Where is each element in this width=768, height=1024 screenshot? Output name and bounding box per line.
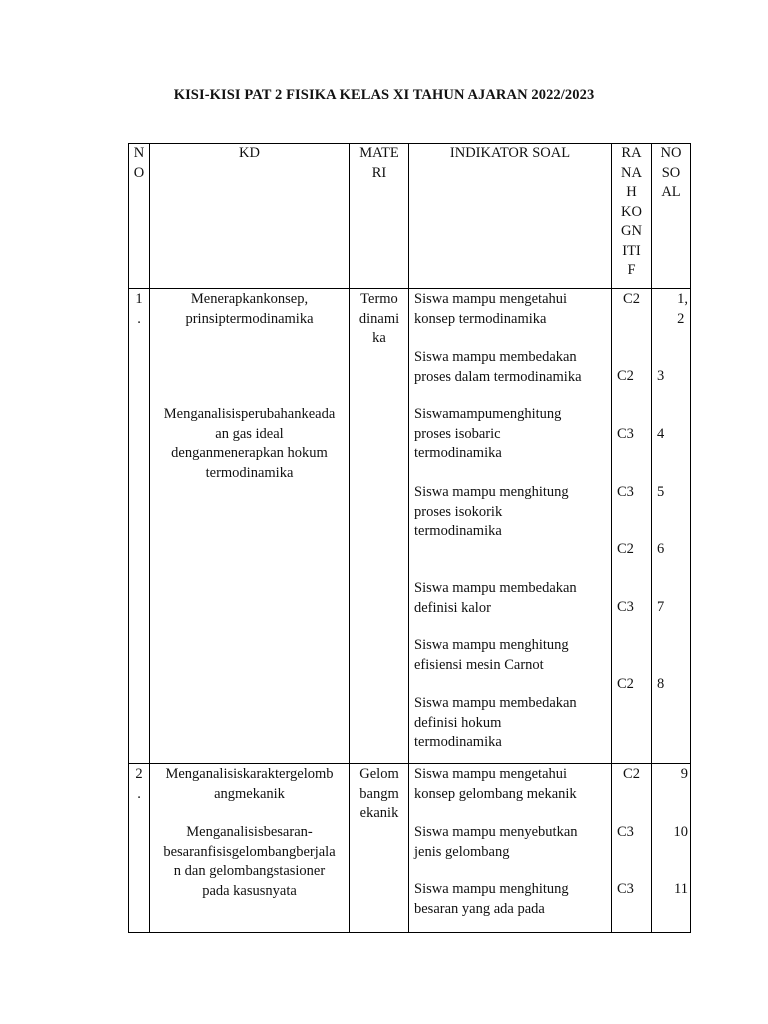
indikator-text: Siswa mampu mengetahui konsep termodinamika bbox=[414, 291, 568, 327]
column-divider bbox=[408, 143, 409, 933]
row-2-materi bbox=[350, 765, 408, 824]
row-1-ranah-7 bbox=[617, 675, 651, 695]
row-2-indikator-2 bbox=[414, 823, 609, 862]
row-2-indikator-1 bbox=[414, 765, 609, 804]
materi-text: Termo dinami ka bbox=[358, 291, 400, 346]
row-1-indikator-6 bbox=[414, 636, 609, 675]
no-soal-value: 8 bbox=[657, 676, 665, 692]
indikator-text: Siswa mampu membedakan proses dalam termodinamika bbox=[414, 349, 582, 385]
no-soal-value: 11 bbox=[674, 881, 688, 897]
column-divider bbox=[149, 143, 150, 933]
no-soal-value: 9 bbox=[680, 766, 688, 782]
materi-text: Gelom bangm ekanik bbox=[359, 766, 399, 821]
row-2-ranah-2 bbox=[617, 823, 651, 843]
indikator-text: Siswa mampu membedakan definisi hokum termodinamika bbox=[414, 695, 577, 750]
indikator-text: Siswa mampu menghitung proses isokorik termodinamika bbox=[414, 484, 569, 539]
indikator-text: Siswa mampu menyebutkan jenis gelombang bbox=[414, 824, 578, 860]
table-border-left bbox=[128, 143, 129, 933]
row-1-ranah-3 bbox=[617, 425, 651, 445]
row-1-indikator-1 bbox=[414, 290, 609, 329]
no-soal-value: 5 bbox=[657, 484, 665, 500]
kd-text: Menganalisisbesaran- besaranfisisgelombangberjala n dan gelombangstasioner pada kasusnyata bbox=[163, 824, 336, 899]
row-2-ranah-3 bbox=[617, 880, 651, 900]
no-soal-value: 4 bbox=[657, 426, 665, 442]
header-no-soal bbox=[652, 144, 690, 203]
row-2-no-soal-1 bbox=[652, 765, 688, 785]
row-1-indikator-3 bbox=[414, 405, 609, 464]
row-1-ranah-2 bbox=[617, 367, 651, 387]
row-1-ranah-6 bbox=[617, 598, 651, 618]
header-no-soal-label: NO SO AL bbox=[660, 145, 682, 200]
header-materi bbox=[350, 144, 408, 183]
row-1-indikator-4 bbox=[414, 483, 609, 542]
ranah-value: C2 bbox=[617, 368, 634, 384]
row-1-ranah-5 bbox=[617, 540, 651, 560]
ranah-value: C2 bbox=[617, 676, 634, 692]
row-1-ranah-4 bbox=[617, 483, 651, 503]
no-soal-value: 1, 2 bbox=[677, 291, 688, 327]
header-ranah-label: RA NA H KO GN ITI F bbox=[621, 145, 642, 278]
ranah-value: C2 bbox=[623, 766, 640, 782]
ranah-value: C2 bbox=[617, 541, 634, 557]
row-divider bbox=[128, 763, 691, 764]
row-1-indikator-5 bbox=[414, 579, 609, 618]
row-1-no bbox=[129, 290, 149, 329]
kisi-kisi-table bbox=[128, 143, 691, 933]
indikator-text: Siswa mampu mengetahui konsep gelombang mekanik bbox=[414, 766, 577, 802]
row-2-no-soal-2 bbox=[652, 823, 688, 843]
header-kd-label: KD bbox=[239, 145, 260, 161]
row-1-kd-1 bbox=[150, 290, 349, 329]
header-indikator-label: INDIKATOR SOAL bbox=[449, 145, 571, 161]
table-border-bottom bbox=[128, 932, 691, 933]
kd-text: Menganalisisperubahankeada an gas ideal denganmenerapkan hokum termodinamika bbox=[163, 406, 336, 481]
indikator-text: Siswa mampu menghitung efisiensi mesin Carnot bbox=[414, 637, 569, 673]
indikator-text: Siswa mampu membedakan definisi kalor bbox=[414, 580, 577, 616]
indikator-text: Siswamampumenghitung proses isobaric termodinamika bbox=[414, 406, 562, 461]
ranah-value: C3 bbox=[617, 484, 634, 500]
row-1-no-soal-3 bbox=[657, 425, 689, 445]
ranah-value: C3 bbox=[617, 599, 634, 615]
row-2-kd-2 bbox=[150, 823, 349, 901]
kd-text: Menerapkankonsep, prinsiptermodinamika bbox=[185, 291, 314, 327]
header-kd bbox=[150, 144, 349, 164]
row-1-no-soal-6 bbox=[657, 598, 689, 618]
row-1-materi bbox=[350, 290, 408, 349]
row-1-indikator-2 bbox=[414, 348, 609, 387]
row-1-indikator-7 bbox=[414, 694, 609, 753]
ranah-value: C2 bbox=[623, 291, 640, 307]
row-2-no-soal-3 bbox=[652, 880, 688, 900]
row-1-no-soal-1 bbox=[656, 290, 690, 329]
row-2-ranah-1 bbox=[612, 765, 651, 785]
row-number: 2 . bbox=[135, 766, 143, 802]
row-1-kd-2 bbox=[150, 405, 349, 483]
no-soal-value: 7 bbox=[657, 599, 665, 615]
document-title: KISI-KISI PAT 2 FISIKA KELAS XI TAHUN AJARAN 2022/2023 bbox=[173, 87, 595, 103]
no-soal-value: 3 bbox=[657, 368, 665, 384]
row-1-no-soal-2 bbox=[657, 367, 689, 387]
ranah-value: C3 bbox=[617, 824, 634, 840]
row-1-no-soal-5 bbox=[657, 540, 689, 560]
row-1-no-soal-7 bbox=[657, 675, 689, 695]
ranah-value: C3 bbox=[617, 426, 634, 442]
row-2-no bbox=[129, 765, 149, 804]
header-no-label: N O bbox=[133, 145, 145, 181]
table-border-right bbox=[690, 143, 691, 933]
row-1-ranah-1 bbox=[612, 290, 651, 310]
row-1-no-soal-4 bbox=[657, 483, 689, 503]
header-ranah-kognitif bbox=[612, 144, 651, 281]
column-divider bbox=[651, 143, 652, 933]
header-no bbox=[129, 144, 149, 183]
no-soal-value: 6 bbox=[657, 541, 665, 557]
kd-text: Menganalisiskaraktergelomb angmekanik bbox=[165, 766, 334, 802]
header-divider bbox=[128, 288, 691, 289]
header-materi-label: MATE RI bbox=[359, 145, 399, 181]
no-soal-value: 10 bbox=[673, 824, 688, 840]
row-2-kd-1 bbox=[150, 765, 349, 804]
indikator-text: Siswa mampu menghitung besaran yang ada pada bbox=[414, 881, 569, 917]
header-indikator bbox=[409, 144, 611, 164]
row-2-indikator-3 bbox=[414, 880, 609, 919]
row-number: 1 . bbox=[135, 291, 143, 327]
ranah-value: C3 bbox=[617, 881, 634, 897]
